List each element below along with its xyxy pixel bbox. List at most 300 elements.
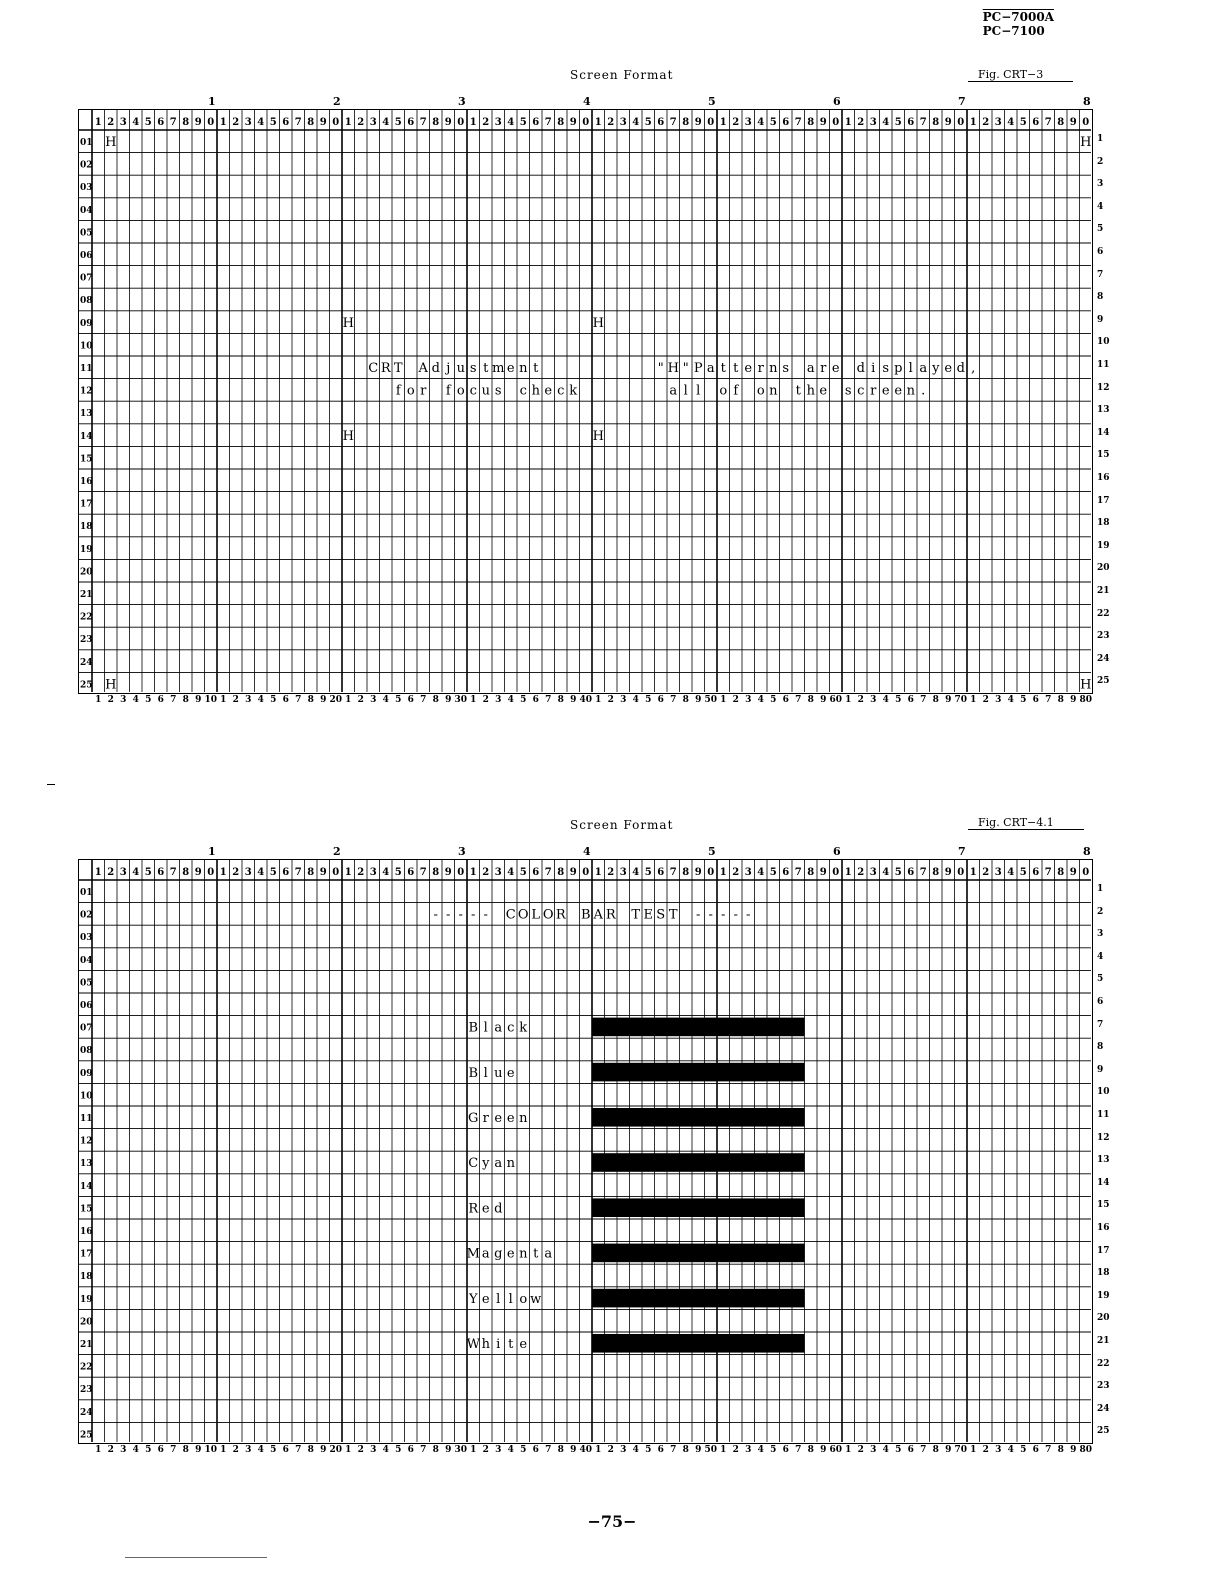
grid-character: a: [544, 1246, 553, 1262]
column-digit: 4: [382, 117, 390, 128]
column-number-bottom: 3: [245, 1445, 252, 1455]
column-number-bottom: 6: [907, 695, 914, 705]
row-number-right: 7: [1097, 1019, 1104, 1030]
grid-character: e: [881, 383, 890, 399]
row-label: 12: [80, 1136, 93, 1147]
grid-character: s: [882, 361, 890, 376]
row-label: 13: [80, 1159, 93, 1170]
row-label: 17: [80, 499, 93, 510]
grid-character: -: [746, 907, 751, 923]
decade-label: 8: [1083, 95, 1091, 108]
column-digit: 5: [894, 117, 902, 128]
row-number-right: 14: [1097, 1177, 1110, 1188]
column-digit: 9: [944, 117, 952, 128]
column-digit: 1: [594, 117, 602, 128]
decade-label: 6: [833, 95, 841, 108]
grid-character: m: [492, 361, 505, 376]
row-number-right: 21: [1097, 586, 1110, 596]
grid-character: e: [744, 361, 753, 376]
column-number-bottom: 3: [495, 695, 502, 705]
column-digit: 2: [232, 867, 240, 878]
column-number-bottom: 1: [720, 1445, 727, 1455]
row-label: 16: [80, 1227, 93, 1237]
column-digit: 6: [907, 117, 915, 128]
grid-character: e: [944, 361, 953, 376]
grid-character: c: [519, 383, 527, 399]
column-number-bottom: 4: [132, 1445, 139, 1455]
grid-character: C: [368, 361, 379, 376]
column-digit: 4: [757, 117, 765, 128]
column-digit: 3: [869, 117, 877, 128]
row-label: 20: [80, 567, 93, 578]
grid-character: a: [494, 1156, 503, 1172]
grid-character: e: [519, 1337, 528, 1352]
row-number-right: 17: [1097, 1245, 1110, 1256]
grid-character: P: [693, 361, 703, 376]
column-digit: 4: [257, 867, 265, 878]
column-number-bottom: 2: [982, 1445, 989, 1455]
column-digit: 9: [1069, 867, 1077, 878]
column-digit: 9: [694, 117, 702, 128]
column-digit: 2: [482, 117, 490, 128]
column-number-bottom: 1: [845, 1445, 852, 1455]
column-digit: 0: [207, 867, 215, 878]
grid-character: -: [471, 907, 476, 923]
column-number-bottom: 9: [195, 695, 202, 705]
figure1-label: Fig. CRT−3: [968, 68, 1073, 82]
column-number-bottom: 70: [954, 1445, 968, 1455]
grid-character: e: [894, 383, 903, 399]
grid-character: C: [468, 1156, 479, 1172]
column-digit: 7: [419, 117, 427, 128]
row-number-right: 9: [1097, 314, 1104, 325]
grid-character: u: [494, 1065, 503, 1081]
grid-character: H: [592, 315, 604, 331]
column-digit: 5: [144, 867, 152, 878]
column-digit: 3: [119, 117, 127, 128]
row-label: 05: [80, 228, 93, 239]
grid-character: j: [446, 361, 451, 376]
column-number-bottom: 2: [232, 1445, 239, 1455]
column-number-bottom: 1: [95, 1445, 102, 1455]
grid-character: s: [782, 361, 790, 376]
grid-character: g: [494, 1246, 503, 1262]
column-digit: 7: [794, 867, 802, 878]
grid-character: -: [721, 907, 726, 923]
column-number-bottom: 8: [432, 695, 439, 705]
column-digit: 7: [919, 867, 927, 878]
column-digit: 9: [819, 117, 827, 128]
column-number-bottom: 7: [295, 695, 302, 705]
column-number-bottom: 4: [132, 695, 139, 705]
column-number-bottom: 5: [895, 695, 902, 705]
column-digit: 6: [532, 117, 540, 128]
row-number-right: 19: [1097, 540, 1110, 551]
column-digit: 8: [932, 117, 940, 128]
column-digit: 3: [369, 117, 377, 128]
column-digit: 0: [707, 117, 715, 128]
grid-character: S: [656, 907, 666, 923]
column-number-bottom: 5: [770, 695, 777, 705]
grid-character: A: [593, 907, 603, 923]
column-digit: 3: [619, 867, 627, 878]
grid-character: e: [506, 1065, 515, 1081]
column-number-bottom: 80: [1079, 695, 1093, 705]
grid-character: C: [505, 907, 516, 923]
column-number-bottom: 2: [232, 695, 239, 705]
column-number-bottom: 1: [220, 695, 227, 705]
column-number-bottom: 7: [545, 695, 552, 705]
row-label: 14: [80, 1181, 93, 1192]
column-number-bottom: 4: [757, 1445, 764, 1455]
grid-character: p: [894, 361, 903, 376]
column-number-bottom: 8: [932, 695, 939, 705]
column-number-bottom: 4: [1007, 695, 1014, 705]
column-digit: 8: [307, 867, 315, 878]
column-number-bottom: 4: [632, 695, 639, 705]
grid-character: r: [820, 361, 827, 376]
row-label: 06: [80, 1001, 93, 1011]
column-digit: 8: [682, 867, 690, 878]
column-number-bottom: 20: [329, 695, 343, 705]
row-label: 10: [80, 1091, 93, 1102]
row-label: 02: [80, 910, 93, 921]
grid-character: i: [496, 1337, 501, 1352]
grid-character: M: [466, 1246, 480, 1262]
column-number-bottom: 3: [995, 1445, 1002, 1455]
column-number-bottom: 8: [807, 1445, 814, 1455]
decade-label: 3: [458, 95, 466, 108]
column-number-bottom: 3: [620, 695, 627, 705]
column-digit: 5: [269, 117, 277, 128]
grid-character: u: [456, 361, 465, 376]
column-number-bottom: 6: [657, 1445, 664, 1455]
row-number-right: 20: [1097, 563, 1110, 574]
row-label: 15: [80, 1204, 93, 1215]
grid-character: e: [831, 361, 840, 376]
column-number-bottom: 6: [782, 695, 789, 705]
column-digit: 9: [319, 867, 327, 878]
column-number-bottom: 3: [620, 1445, 627, 1455]
grid-character: o: [719, 383, 728, 399]
decade-label: 7: [958, 845, 966, 858]
row-number-right: 22: [1097, 608, 1110, 619]
figure2-label: Fig. CRT−4.1: [968, 816, 1084, 830]
column-digit: 5: [769, 117, 777, 128]
grid-character: t: [533, 1246, 539, 1262]
model-line-2: PC−7100: [982, 24, 1045, 38]
column-number-bottom: 70: [954, 695, 968, 705]
row-label: 04: [80, 955, 93, 966]
color-bar: [592, 1153, 805, 1172]
grid-character: o: [756, 383, 765, 399]
grid-character: t: [533, 361, 539, 376]
column-number-bottom: 30: [454, 1445, 468, 1455]
column-digit: 5: [519, 117, 527, 128]
column-number-bottom: 4: [632, 1445, 639, 1455]
column-number-bottom: 5: [145, 695, 152, 705]
column-digit: 5: [519, 867, 527, 878]
column-number-bottom: 1: [845, 695, 852, 705]
row-label: 22: [80, 1362, 93, 1373]
grid-character: h: [531, 383, 540, 399]
column-digit: 8: [682, 117, 690, 128]
column-number-bottom: 4: [257, 1445, 264, 1455]
column-number-bottom: 1: [220, 1445, 227, 1455]
column-number-bottom: 7: [1045, 1445, 1052, 1455]
column-number-bottom: 9: [695, 1445, 702, 1455]
column-digit: 4: [132, 867, 140, 878]
column-digit: 4: [632, 867, 640, 878]
row-number-right: 5: [1097, 974, 1104, 985]
column-number-bottom: 9: [195, 1445, 202, 1455]
grid-character: l: [483, 1065, 488, 1081]
column-digit: 4: [1007, 117, 1015, 128]
column-number-bottom: 2: [607, 1445, 614, 1455]
row-number-right: 13: [1097, 1155, 1110, 1166]
column-digit: 7: [419, 867, 427, 878]
column-digit: 2: [732, 867, 740, 878]
column-digit: 0: [1082, 867, 1090, 878]
grid-character: c: [469, 383, 477, 399]
grid-character: e: [481, 1201, 490, 1217]
column-number-bottom: 5: [270, 695, 277, 705]
column-number-bottom: 1: [95, 695, 102, 705]
column-number-bottom: 10: [204, 1445, 218, 1455]
decade-label: 2: [333, 845, 341, 858]
column-number-bottom: 9: [1070, 1445, 1077, 1455]
column-number-bottom: 60: [829, 1445, 843, 1455]
column-number-bottom: 2: [607, 695, 614, 705]
column-digit: 9: [319, 117, 327, 128]
column-digit: 5: [144, 117, 152, 128]
column-digit: 7: [669, 117, 677, 128]
column-digit: 7: [294, 867, 302, 878]
column-number-bottom: 5: [895, 1445, 902, 1455]
grid-character: -: [433, 907, 438, 923]
column-digit: 0: [332, 867, 340, 878]
column-number-bottom: 8: [1057, 695, 1064, 705]
grid-character: n: [906, 383, 915, 399]
column-digit: 5: [1019, 867, 1027, 878]
row-number-right: 23: [1097, 631, 1110, 642]
column-number-bottom: 9: [570, 695, 577, 705]
row-label: 25: [80, 680, 93, 691]
column-number-bottom: 2: [857, 695, 864, 705]
row-label: 04: [80, 205, 93, 216]
column-number-bottom: 8: [557, 1445, 564, 1455]
column-digit: 1: [469, 117, 477, 128]
grid-character: R: [555, 907, 566, 923]
column-digit: 5: [394, 117, 402, 128]
row-number-right: 5: [1097, 224, 1104, 235]
column-number-bottom: 8: [432, 1445, 439, 1455]
grid-character: w: [530, 1291, 542, 1307]
column-digit: 2: [982, 117, 990, 128]
grid-character: Y: [468, 1291, 478, 1307]
row-number-right: 9: [1097, 1064, 1104, 1075]
column-digit: 0: [207, 117, 215, 128]
grid-character: t: [720, 361, 726, 376]
column-number-bottom: 4: [1007, 1445, 1014, 1455]
row-number-right: 11: [1097, 360, 1110, 370]
grid-character: e: [481, 1291, 490, 1307]
column-number-bottom: 2: [357, 1445, 364, 1455]
grid-character: s: [844, 383, 852, 399]
column-digit: 9: [194, 867, 202, 878]
column-digit: 7: [1044, 867, 1052, 878]
grid-character: f: [395, 383, 401, 399]
column-digit: 5: [394, 867, 402, 878]
row-label: 21: [80, 590, 93, 600]
decade-label: 4: [583, 845, 591, 858]
model-line-1: PC−7000A: [982, 10, 1054, 24]
grid-character: l: [508, 1291, 513, 1307]
column-number-bottom: 3: [870, 1445, 877, 1455]
column-digit: 5: [269, 867, 277, 878]
row-number-right: 4: [1097, 951, 1104, 962]
column-digit: 0: [832, 867, 840, 878]
column-digit: 1: [969, 867, 977, 878]
grid-character: l: [483, 1020, 488, 1036]
grid-character: n: [769, 383, 778, 399]
column-digit: 4: [882, 117, 890, 128]
column-digit: 3: [869, 867, 877, 878]
row-number-right: 24: [1097, 1403, 1110, 1414]
column-digit: 6: [407, 867, 415, 878]
column-number-bottom: 1: [345, 1445, 352, 1455]
color-bar: [592, 1018, 805, 1037]
row-number-right: 23: [1097, 1381, 1110, 1392]
grid-character: -: [696, 907, 701, 923]
row-number-right: 15: [1097, 1200, 1110, 1211]
column-digit: 2: [857, 867, 865, 878]
column-digit: 2: [732, 117, 740, 128]
column-digit: 9: [694, 867, 702, 878]
row-number-right: 20: [1097, 1313, 1110, 1324]
grid-character: L: [531, 907, 541, 923]
grid-character: k: [519, 1020, 528, 1036]
grid-character: H: [1080, 677, 1091, 692]
grid-character: e: [819, 383, 828, 399]
row-label: 16: [80, 477, 93, 487]
row-label: 01: [80, 138, 93, 148]
column-number-bottom: 3: [370, 695, 377, 705]
column-number-bottom: 6: [282, 695, 289, 705]
column-number-bottom: 1: [470, 695, 477, 705]
column-digit: 0: [582, 867, 590, 878]
grid-character: s: [469, 361, 477, 376]
column-number-bottom: 7: [420, 695, 427, 705]
grid-character: o: [519, 1291, 528, 1307]
column-number-bottom: 6: [907, 1445, 914, 1455]
decade-label: 8: [1083, 845, 1091, 858]
grid-character: H: [592, 428, 604, 444]
column-digit: 6: [157, 117, 165, 128]
column-digit: 2: [357, 867, 365, 878]
row-number-right: 12: [1097, 382, 1110, 393]
grid-character: n: [519, 361, 528, 376]
grid-character: B: [468, 1020, 479, 1036]
grid-character: c: [857, 383, 865, 399]
color-bar: [592, 1244, 805, 1263]
column-digit: 4: [1007, 867, 1015, 878]
grid-character: -: [458, 907, 463, 923]
column-digit: 2: [357, 117, 365, 128]
grid-character: O: [542, 907, 554, 923]
column-digit: 8: [557, 867, 565, 878]
column-digit: 3: [744, 117, 752, 128]
column-digit: 7: [544, 867, 552, 878]
row-label: 13: [80, 409, 93, 420]
row-number-right: 16: [1097, 1223, 1110, 1233]
grid-character: d: [494, 1201, 503, 1217]
color-bar: [592, 1063, 805, 1082]
row-label: 10: [80, 341, 93, 352]
decade-label: 3: [458, 845, 466, 858]
grid-character: t: [795, 383, 801, 399]
grid-character: y: [482, 1156, 490, 1172]
column-digit: 1: [344, 867, 352, 878]
column-digit: 1: [719, 117, 727, 128]
column-digit: 4: [757, 867, 765, 878]
row-label: 23: [80, 635, 93, 646]
column-number-bottom: 5: [145, 1445, 152, 1455]
column-number-bottom: 8: [307, 1445, 314, 1455]
column-digit: 7: [919, 117, 927, 128]
column-digit: 2: [232, 117, 240, 128]
grid-character: l: [496, 1291, 501, 1307]
column-number-bottom: 2: [857, 1445, 864, 1455]
column-number-bottom: 3: [745, 695, 752, 705]
grid-character: n: [506, 1156, 515, 1172]
row-number-right: 7: [1097, 269, 1104, 280]
column-digit: 1: [594, 867, 602, 878]
grid-character: l: [683, 383, 688, 399]
column-digit: 2: [482, 867, 490, 878]
row-label: 19: [80, 1294, 93, 1305]
decade-label: 2: [333, 95, 341, 108]
grid-character: H: [105, 135, 117, 150]
column-number-bottom: 9: [1070, 695, 1077, 705]
column-number-bottom: 6: [782, 1445, 789, 1455]
column-digit: 7: [294, 117, 302, 128]
column-number-bottom: 5: [770, 1445, 777, 1455]
column-digit: 0: [457, 117, 465, 128]
decade-label: 1: [208, 845, 216, 858]
column-digit: 2: [607, 117, 615, 128]
row-number-right: 10: [1097, 337, 1110, 348]
column-digit: 1: [219, 867, 227, 878]
footer-rule: [125, 1557, 267, 1558]
grid-character: e: [506, 361, 515, 376]
column-number-bottom: 4: [757, 695, 764, 705]
grid-character: c: [507, 1020, 515, 1036]
screen-format-form-1: [78, 95, 1110, 715]
column-digit: 2: [982, 867, 990, 878]
column-digit: 0: [957, 117, 965, 128]
grid-character: k: [569, 383, 578, 399]
grid-character: l: [696, 383, 701, 399]
row-label: 09: [80, 1068, 93, 1079]
column-digit: 5: [644, 867, 652, 878]
column-number-bottom: 4: [882, 1445, 889, 1455]
grid-character: d: [431, 361, 440, 376]
column-number-bottom: 10: [204, 695, 218, 705]
column-number-bottom: 9: [445, 695, 452, 705]
column-digit: 3: [494, 867, 502, 878]
column-digit: 1: [469, 867, 477, 878]
